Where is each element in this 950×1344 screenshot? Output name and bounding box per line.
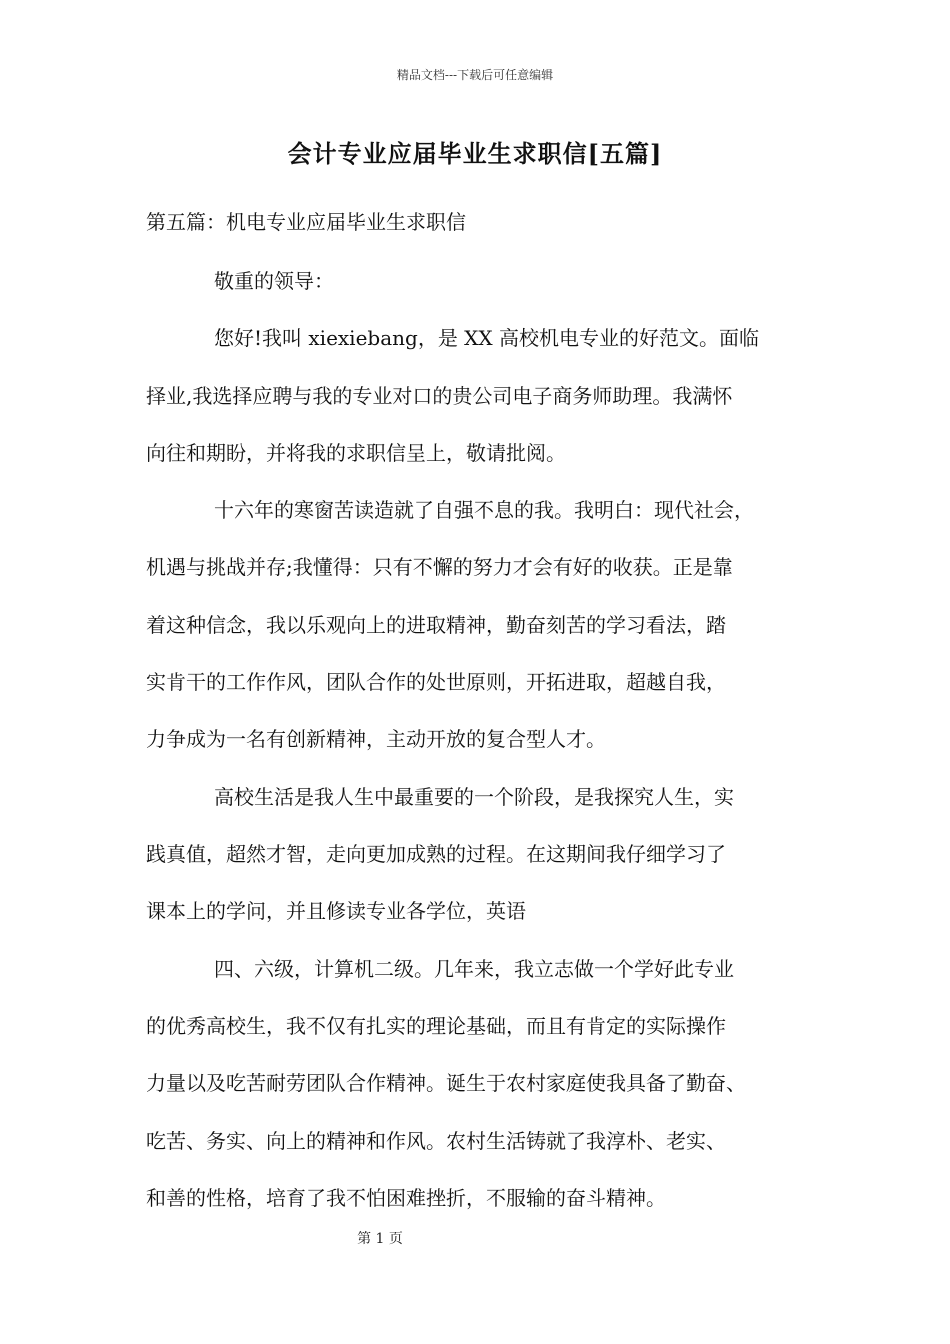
header-note: 精品文档---下载后可任意编辑 bbox=[396, 68, 554, 82]
body-line: 四、六级，计算机二级。几年来，我立志做一个学好此专业 bbox=[214, 957, 734, 981]
body-line: 践真值，超然才智，走向更加成熟的过程。在这期间我仔细学习了 bbox=[146, 842, 726, 866]
body-line: 实肯干的工作作风，团队合作的处世原则，开拓进取，超越自我， bbox=[146, 670, 726, 694]
body-line: 机遇与挑战并存;我懂得：只有不懈的努力才会有好的收获。正是靠 bbox=[146, 555, 733, 579]
body-line: 和善的性格，培育了我不怕困难挫折，不服输的奋斗精神。 bbox=[146, 1186, 666, 1210]
body-line: 吃苦、务实、向上的精神和作风。农村生活铸就了我淳朴、老实、 bbox=[146, 1129, 726, 1153]
body-line: 力争成为一名有创新精神，主动开放的复合型人才。 bbox=[146, 727, 606, 751]
salutation: 敬重的领导： bbox=[214, 269, 334, 293]
body-line: 课本上的学问，并且修读专业各学位，英语 bbox=[146, 899, 526, 923]
body-line: 十六年的寒窗苦读造就了自强不息的我。我明白：现代社会， bbox=[214, 498, 754, 522]
body-line: 着这种信念，我以乐观向上的进取精神，勤奋刻苦的学习看法，踏 bbox=[146, 613, 726, 637]
page-number: 第 1 页 bbox=[357, 1231, 403, 1247]
body-line: 力量以及吃苦耐劳团队合作精神。诞生于农村家庭使我具备了勤奋、 bbox=[146, 1071, 746, 1095]
body-line: 择业,我选择应聘与我的专业对口的贵公司电子商务师助理。我满怀 bbox=[146, 384, 733, 408]
body-line: 向往和期盼，并将我的求职信呈上，敬请批阅。 bbox=[146, 441, 566, 465]
body-line: 您好!我叫 xiexiebang，是 XX 高校机电专业的好范文。面临 bbox=[214, 326, 760, 350]
body-line: 高校生活是我人生中最重要的一个阶段，是我探究人生，实 bbox=[214, 785, 734, 809]
document-title: 会计专业应届毕业生求职信[五篇] bbox=[287, 139, 663, 168]
body-line: 的优秀高校生，我不仅有扎实的理论基础，而且有肯定的实际操作 bbox=[146, 1014, 726, 1038]
section-heading: 第五篇：机电专业应届毕业生求职信 bbox=[146, 210, 466, 234]
